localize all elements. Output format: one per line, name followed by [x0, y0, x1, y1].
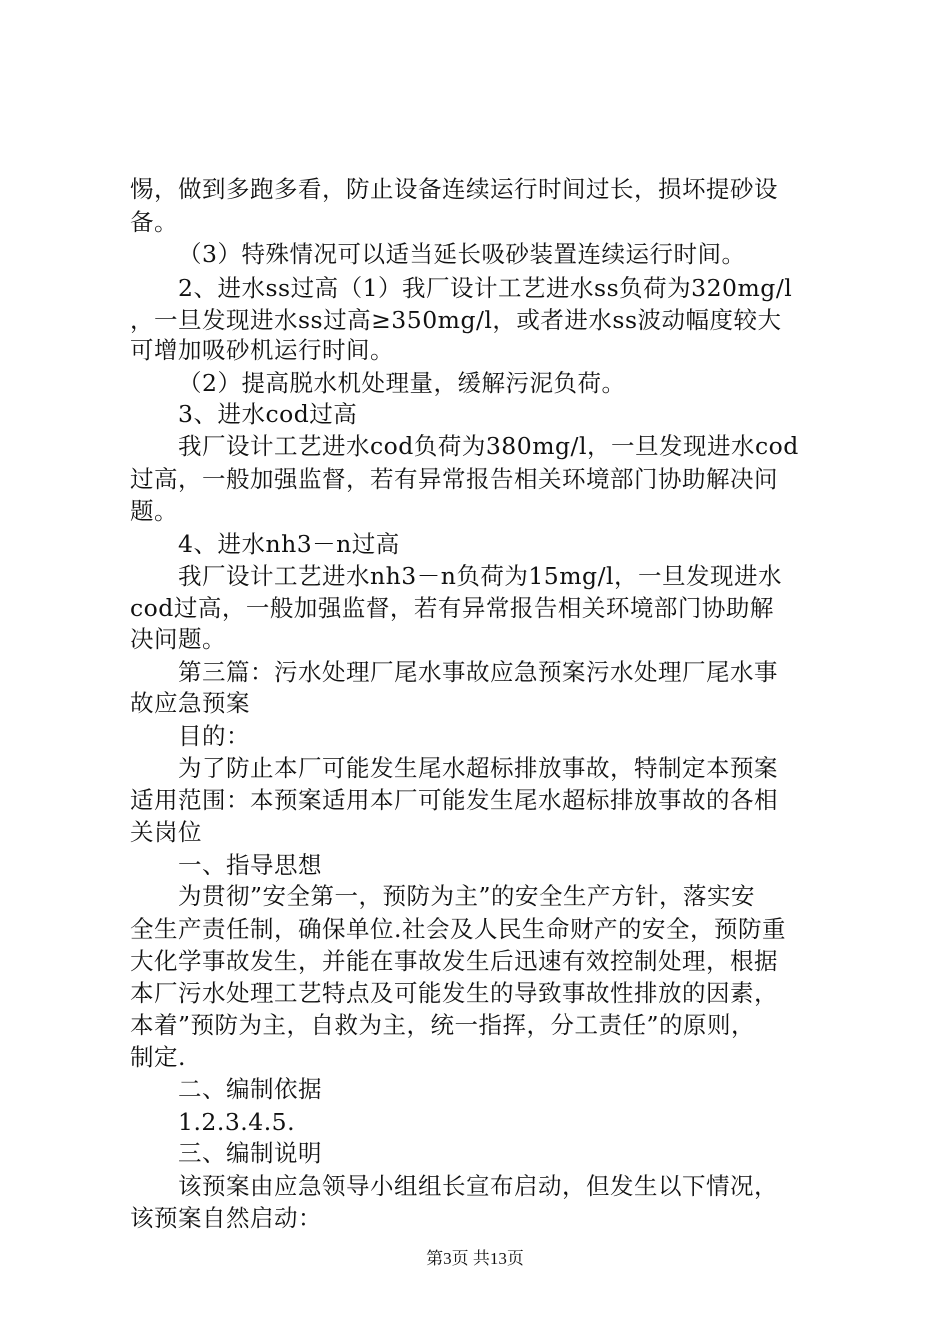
text-line: 4、进水nh3－n过高 [178, 530, 400, 558]
text-line: 制定. [130, 1043, 186, 1071]
text-line: 本厂污水处理工艺特点及可能发生的导致事故性排放的因素， [130, 979, 778, 1007]
text-line: 可增加吸砂机运行时间。 [130, 336, 394, 364]
text-line: 我厂设计工艺进水nh3－n负荷为15mg/l，一旦发现进水 [178, 562, 783, 590]
text-line: （3）特殊情况可以适当延长吸砂装置连续运行时间。 [178, 240, 746, 268]
text-line: 大化学事故发生，并能在事故发生后迅速有效控制处理，根据 [130, 947, 778, 975]
text-line: 目的： [178, 722, 250, 750]
text-line: 我厂设计工艺进水cod负荷为380mg/l，一旦发现进水cod [178, 432, 799, 460]
text-line: 为了防止本厂可能发生尾水超标排放事故，特制定本预案 [178, 754, 778, 782]
text-line: 第三篇：污水处理厂尾水事故应急预案污水处理厂尾水事 [178, 658, 778, 686]
text-line: （2）提高脱水机处理量，缓解污泥负荷。 [178, 369, 626, 397]
text-line: 该预案自然启动： [130, 1204, 322, 1232]
text-line: 三、编制说明 [178, 1139, 322, 1167]
text-line: 惕，做到多跑多看，防止设备连续运行时间过长，损坏提砂设 [130, 175, 778, 203]
text-line: 全生产责任制，确保单位.社会及人民生命财产的安全，预防重 [130, 915, 786, 943]
text-line: cod过高，一般加强监督，若有异常报告相关环境部门协助解 [130, 594, 774, 622]
page-number-footer: 第3页 共13页 [426, 1249, 524, 1268]
text-line: 该预案由应急领导小组组长宣布启动，但发生以下情况， [178, 1172, 778, 1200]
text-line: 题。 [130, 497, 178, 525]
text-line: 决问题。 [130, 625, 226, 653]
text-line: 为贯彻”安全第一，预防为主”的安全生产方针，落实安 [178, 882, 756, 910]
text-line: 1.2.3.4.5. [178, 1108, 296, 1136]
text-line: 二、编制依据 [178, 1075, 322, 1103]
text-line: 3、进水cod过高 [178, 400, 358, 428]
text-line: 故应急预案 [130, 689, 250, 717]
text-line: 备。 [130, 208, 178, 236]
text-line: 2、进水ss过高（1）我厂设计工艺进水ss负荷为320mg/l [178, 274, 793, 302]
text-line: 关岗位 [130, 818, 202, 846]
text-line: 一、指导思想 [178, 851, 322, 879]
text-line: ，一旦发现进水ss过高≥350mg/l，或者进水ss波动幅度较大 [130, 306, 782, 334]
text-line: 适用范围：本预案适用本厂可能发生尾水超标排放事故的各相 [130, 786, 778, 814]
text-line: 本着”预防为主，自救为主，统一指挥，分工责任”的原则， [130, 1011, 756, 1039]
text-line: 过高，一般加强监督，若有异常报告相关环境部门协助解决问 [130, 465, 778, 493]
